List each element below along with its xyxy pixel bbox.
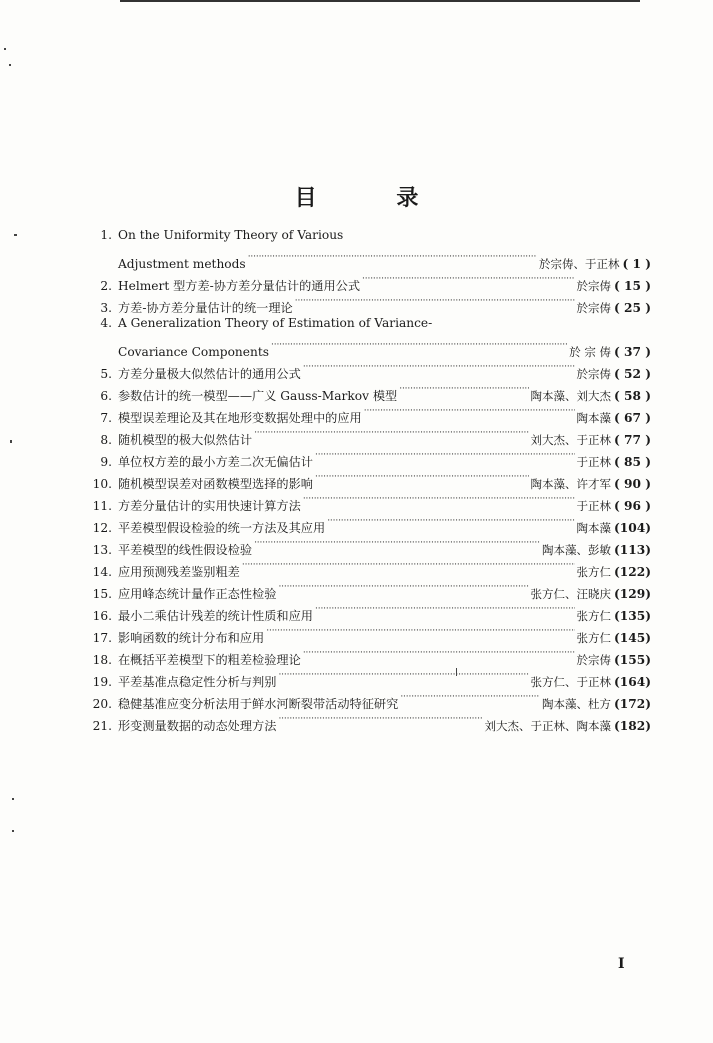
leader-dots [266, 620, 574, 642]
entry-number: 20. [92, 697, 112, 711]
entry-number: 14. [92, 565, 112, 579]
leader-dots [364, 400, 575, 422]
entry-number: 9. [100, 455, 112, 469]
entry-page: (164) [614, 675, 651, 689]
table-of-contents [86, 224, 651, 733]
entry-page: ( 85 ) [614, 455, 651, 469]
entry-author: 於宗俦、于正林 [539, 257, 620, 271]
scan-mark [4, 48, 6, 50]
leader-dots [315, 466, 529, 488]
entry-author: 张方仁、汪晓庆 [530, 587, 612, 601]
leader-dots [254, 422, 528, 444]
entry-page: (145) [614, 631, 651, 645]
leader-dots [295, 290, 575, 312]
leader-dots [303, 642, 575, 664]
entry-number: 21. [92, 719, 112, 733]
entry-author: 陶本藻、彭敏 [542, 543, 612, 557]
entry-author: 於宗俦 [576, 301, 612, 315]
entry-page: ( 90 ) [614, 477, 651, 491]
entry-page: ( 15 ) [614, 279, 651, 293]
entry-title: 应用预测残差鉴别粗差 [118, 565, 240, 579]
entry-page: (135) [614, 609, 651, 623]
entry-author: 于正林 [576, 455, 612, 469]
entry-page: (155) [614, 653, 651, 667]
entry-title: 随机模型的极大似然估计 [118, 433, 253, 447]
entry-number: 17. [92, 631, 112, 645]
entry-number: 18. [92, 653, 112, 667]
leader-dots [278, 576, 528, 598]
entry-author: 於宗俦 [576, 279, 612, 293]
entry-title: A Generalization Theory of Estimation of Variance- [118, 316, 433, 330]
leader-dots [271, 334, 567, 356]
entry-title: 随机模型误差对函数模型选择的影响 [118, 477, 313, 491]
entry-number: 3. [100, 301, 112, 315]
entry-page: (104) [614, 521, 651, 535]
leader-dots [315, 444, 575, 466]
entry-title: 平差基准点稳定性分析与判别 [118, 675, 277, 689]
entry-page: ( 37 ) [614, 345, 651, 359]
entry-author: 刘大杰、于正林 [530, 433, 612, 447]
entry-number: 11. [92, 499, 112, 513]
scan-mark [9, 64, 11, 66]
entry-title: 方差-协方差分量估计的统一理论 [118, 301, 293, 315]
leader-dots [362, 268, 574, 290]
entry-author: 於宗俦 [576, 367, 612, 381]
entry-page: ( 25 ) [614, 301, 651, 315]
entry-number: 10. [92, 477, 112, 491]
entry-title-continued: Covariance Components [118, 345, 269, 359]
scan-mark [14, 234, 17, 236]
entry-author: 刘大杰、于正林、陶本藻 [484, 719, 612, 733]
leader-dots [400, 686, 540, 708]
entry-title: 方差分量极大似然估计的通用公式 [118, 367, 301, 381]
entry-number: 6. [100, 389, 112, 403]
entry-author: 於 宗 俦 [569, 345, 612, 359]
entry-author: 陶本藻、杜方 [542, 697, 612, 711]
entry-number: 4. [100, 316, 112, 330]
leader-dots [315, 598, 575, 620]
entry-page: ( 67 ) [614, 411, 651, 425]
entry-page: ( 58 ) [614, 389, 651, 403]
entry-number: 7. [100, 411, 112, 425]
page-number: I [618, 956, 625, 972]
entry-number: 19. [92, 675, 112, 689]
entry-author: 于正林 [576, 499, 612, 513]
entry-title: 应用峰态统计量作正态性检验 [118, 587, 277, 601]
entry-author: 於宗俦 [576, 653, 612, 667]
leader-dots [327, 510, 574, 532]
entry-title: Helmert 型方差-协方差分量估计的通用公式 [118, 279, 361, 293]
entry-page: (129) [614, 587, 651, 601]
entry-number: 15. [92, 587, 112, 601]
toc-entry[interactable] [86, 312, 651, 359]
leader-dots [278, 708, 482, 730]
leader-dots [303, 356, 575, 378]
entry-page: (122) [614, 565, 651, 579]
top-rule [120, 0, 640, 2]
entry-title: 参数估计的统一模型——广义 Gauss-Markov 模型 [118, 389, 398, 403]
entry-title: 平差模型假设检验的统一方法及其应用 [118, 521, 326, 535]
leader-dots [254, 532, 540, 554]
entry-title: 稳健基准应变分析法用于鲜水河断裂带活动特征研究 [118, 697, 399, 711]
toc-entry[interactable] [86, 224, 651, 271]
entry-page: (182) [614, 719, 651, 733]
leader-dots [242, 554, 575, 576]
entry-title: 模型误差理论及其在地形变数据处理中的应用 [118, 411, 362, 425]
entry-author: 陶本藻 [576, 411, 612, 425]
entry-number: 8. [100, 433, 112, 447]
entry-number: 5. [100, 367, 112, 381]
entry-title: On the Uniformity Theory of Various [118, 228, 344, 242]
scan-mark [12, 798, 14, 800]
entry-author: 陶本藻、刘大杰 [530, 389, 612, 403]
scan-mark [10, 440, 12, 443]
entry-author: 张方仁、于正林 [530, 675, 612, 689]
leader-dots [278, 664, 528, 686]
scan-mark [456, 668, 457, 676]
entry-author: 陶本藻、许才军 [530, 477, 612, 491]
entry-title: 方差分量估计的实用快速计算方法 [118, 499, 301, 513]
entry-page: ( 96 ) [614, 499, 651, 513]
entry-title: 平差模型的线性假设检验 [118, 543, 253, 557]
entry-number: 13. [92, 543, 112, 557]
entry-title-continued: Adjustment methods [118, 257, 246, 271]
entry-title: 形变测量数据的动态处理方法 [118, 719, 277, 733]
leader-dots [303, 488, 575, 510]
entry-title: 在概括平差模型下的粗差检验理论 [118, 653, 301, 667]
entry-number: 1. [100, 228, 112, 242]
entry-number: 12. [92, 521, 112, 535]
entry-page: ( 1 ) [622, 257, 651, 271]
entry-title: 单位权方差的最小方差二次无偏估计 [118, 455, 313, 469]
leader-dots [248, 246, 537, 268]
entry-page: ( 52 ) [614, 367, 651, 381]
entry-page: ( 77 ) [614, 433, 651, 447]
entry-page: (172) [614, 697, 651, 711]
entry-number: 2. [100, 279, 112, 293]
entry-title: 最小二乘估计残差的统计性质和应用 [118, 609, 313, 623]
scan-mark [12, 830, 14, 832]
entry-author: 张方仁 [576, 631, 612, 645]
entry-author: 张方仁 [576, 565, 612, 579]
entry-page: (113) [614, 543, 651, 557]
entry-number: 16. [92, 609, 112, 623]
entry-author: 陶本藻 [576, 521, 612, 535]
entry-author: 张方仁 [576, 609, 612, 623]
entry-title: 影响函数的统计分布和应用 [118, 631, 265, 645]
page-title: 目 录 [294, 186, 455, 211]
leader-dots [399, 378, 528, 400]
